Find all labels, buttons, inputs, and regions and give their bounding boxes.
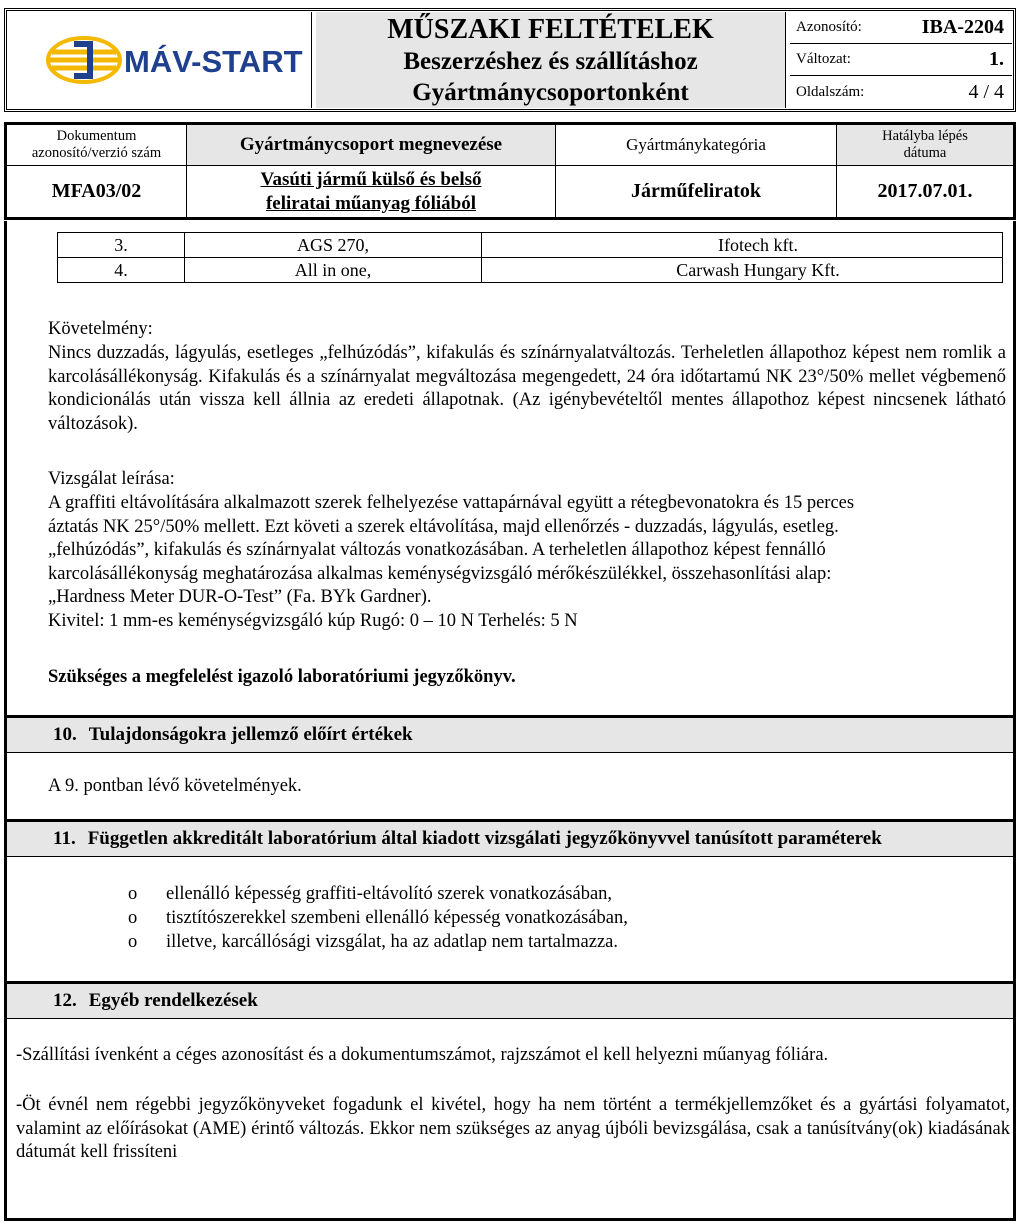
test-line: „felhúzódás”, kifakulás és színárnyalat változás vonatkozásában. A terheletlen állapothoz képest fennálló xyxy=(48,540,826,560)
section-10-heading xyxy=(7,715,1013,753)
section-number: 10. xyxy=(53,724,77,745)
section-10-text: A 9. pontban lévő követelmények. xyxy=(48,776,302,796)
requirement-text: Nincs duzzadás, lágyulás, esetleges „felhúzódás”, kifakulás és színárnyalatváltozás. Terheletlen állapothoz képest nem romlik a karcolásállékonyság. Kifakulás és a színárnyalat megváltozása megengedett, 24 óra időtartamú NK 23°/50% mellet végbemenő kondicionálás után vissza kell állnia az eredeti állapotnak. (Az igénybevételtől mentes állapothoz képest nincsenek látható változások). xyxy=(48,343,1006,434)
info-row-id xyxy=(790,12,1012,44)
header-subtitle-1: Beszerzéshez és szállításhoz xyxy=(403,48,698,75)
section-number: 12. xyxy=(53,990,77,1011)
test-description xyxy=(48,492,1013,633)
product-table xyxy=(57,232,1003,283)
info-label: Azonosító: xyxy=(796,19,862,35)
info-row-version xyxy=(790,44,1012,76)
header-title: MŰSZAKI FELTÉTELEK xyxy=(387,14,714,45)
section-number: 11. xyxy=(53,828,76,849)
table-row xyxy=(58,258,1003,283)
requirement-label: Követelmény: xyxy=(48,319,153,339)
section-12-heading xyxy=(7,981,1013,1019)
test-line: A graffiti eltávolítására alkalmazott szerek felhelyezése vattapárnával együtt a rétegbevonatokra és 15 perces xyxy=(48,493,855,513)
effective-date-header: Hatályba lépés dátuma xyxy=(882,128,968,161)
doc-id-header: Dokumentum azonosító/verzió szám xyxy=(31,128,162,161)
table-cell-name: AGS 270, xyxy=(185,233,482,258)
header-subtitle-2: Gyártmánycsoportonként xyxy=(412,79,689,106)
section-11-heading xyxy=(7,819,1013,857)
table-cell-no: 4. xyxy=(58,258,185,283)
list-item-text: tisztítószerekkel szembeni ellenálló képesség vonatkozásában, xyxy=(166,908,628,928)
section-12-paragraph-1: -Szállítási ívenként a céges azonosítást és a dokumentumszámot, rajzszámot el kell helyezni műanyag fóliára. xyxy=(16,1045,829,1065)
product-group-header: Gyártmánycsoport megnevezése xyxy=(239,134,503,155)
effective-date-value: 2017.07.01. xyxy=(877,180,973,202)
company-logo xyxy=(8,12,312,108)
table-cell-name: All in one, xyxy=(185,258,482,283)
lab-report-note: Szükséges a megfelelést igazoló laboratóriumi jegyzőkönyv. xyxy=(48,667,516,687)
list-item xyxy=(128,930,828,954)
table-cell-company: Carwash Hungary Kft. xyxy=(482,258,1003,283)
list-item xyxy=(128,882,828,906)
product-category-value: Járműfeliratok xyxy=(631,180,761,202)
header-info xyxy=(790,12,1012,108)
test-line: Kivitel: 1 mm-es keménységvizsgáló kúp Rugó: 0 – 10 N Terhelés: 5 N xyxy=(48,610,578,631)
info-value: IBA-2204 xyxy=(921,16,1004,38)
section-12-paragraph-2: -Öt évnél nem régebbi jegyzőkönyveket fogadunk el kivétel, hogy ha nem történt a termékjellemzőket és a gyártási folyamatot, valamint az előírásokat (AME) érintő változás. Ekkor nem szükséges az anyag újbóli bevizsgálása, csak a tanúsítvány(ok) kiadásának dátumát kell frissíteni xyxy=(16,1095,1010,1162)
info-label: Oldalszám: xyxy=(796,83,865,100)
logo-text: MÁV-START xyxy=(123,44,303,79)
product-group-value: Vasúti jármű külső és belső feliratai műanyag fóliából xyxy=(260,168,482,214)
list-item-text: ellenálló képesség graffiti-eltávolító szerek vonatkozásában, xyxy=(166,884,613,904)
info-row-page xyxy=(790,76,1012,108)
table-cell-no: 3. xyxy=(58,233,185,258)
section-title: Független akkreditált laboratórium által kiadott vizsgálati jegyzőkönyvvel tanúsított paraméterek xyxy=(87,828,882,849)
page-number: 4 / 4 xyxy=(968,80,1004,103)
bullet-icon: o xyxy=(128,932,138,952)
list-item-text: illetve, karcállósági vizsgálat, ha az adatlap nem tartalmazza. xyxy=(166,932,618,952)
test-line: áztatás NK 25°/50% mellett. Ezt követi a szerek eltávolítása, majd ellenőrzés - duzzadás, lágyulás, esetleg. xyxy=(48,516,839,537)
table-cell-company: Ifotech kft. xyxy=(482,233,1003,258)
doc-id-value: MFA03/02 xyxy=(51,180,142,202)
test-line: „Hardness Meter DUR-O-Test” (Fa. BYk Gardner). xyxy=(48,587,432,607)
info-label: Változat: xyxy=(796,51,851,67)
header-title-block xyxy=(316,12,786,108)
product-category-header: Gyártmánykategória xyxy=(626,135,766,154)
bullet-icon: o xyxy=(128,908,138,928)
document-info-table xyxy=(4,122,1016,220)
test-line: karcolásállékonyság meghatározása alkalmas keménységvizsgáló mérőkészülékkel, összehasonlítási alap: xyxy=(48,563,832,584)
info-value: 1. xyxy=(989,48,1004,70)
table-row xyxy=(58,233,1003,258)
section-11-list xyxy=(128,882,828,954)
mav-start-logo-icon xyxy=(44,30,303,90)
test-description-label: Vizsgálat leírása: xyxy=(48,469,175,489)
list-item xyxy=(128,906,828,930)
section-title: Egyéb rendelkezések xyxy=(88,990,258,1011)
section-title: Tulajdonságokra jellemző előírt értékek xyxy=(88,724,413,745)
bullet-icon: o xyxy=(128,884,138,904)
